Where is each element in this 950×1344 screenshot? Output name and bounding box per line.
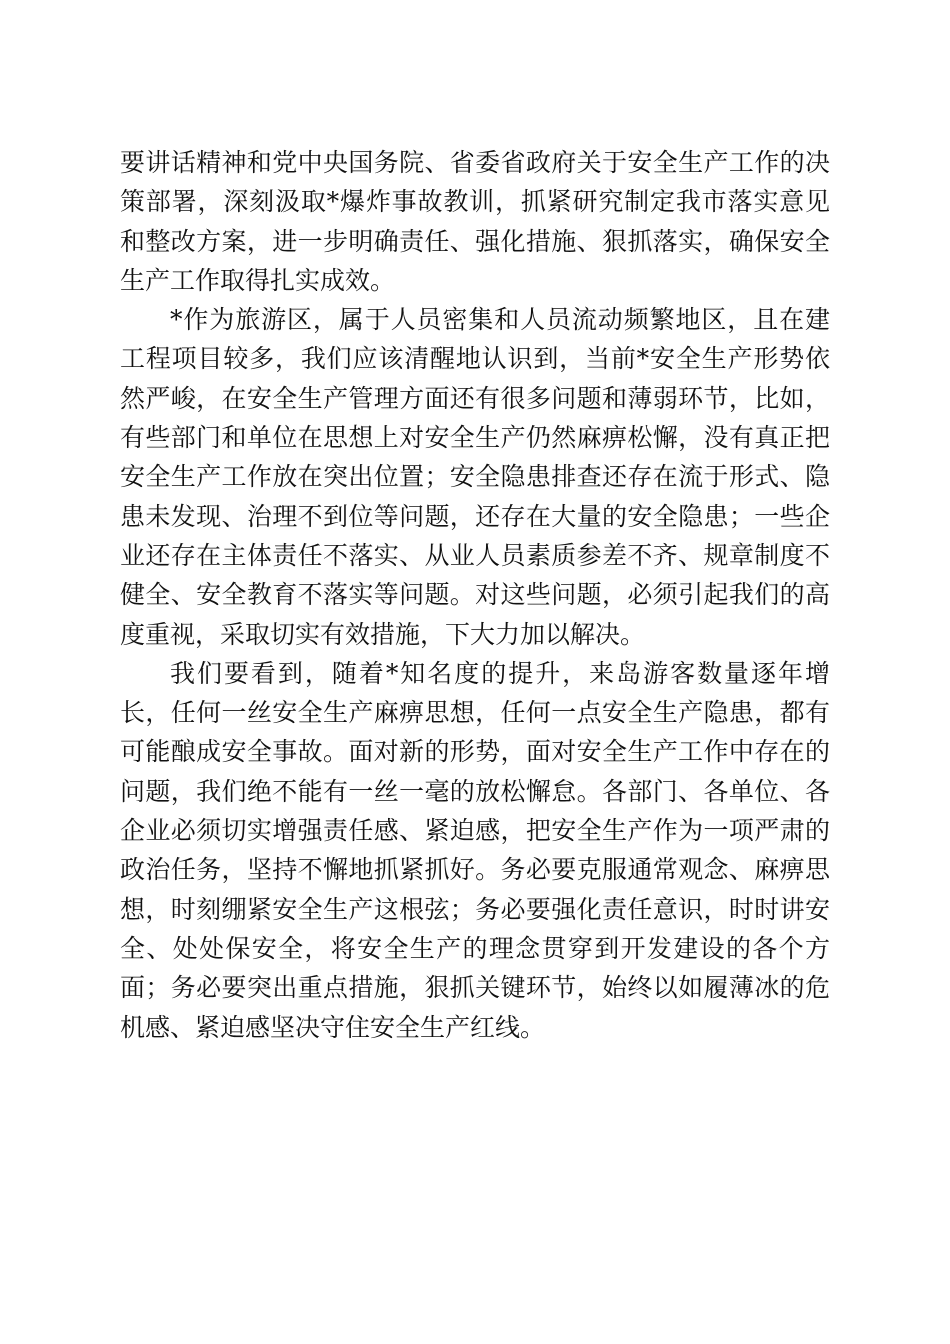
paragraph-tourism-safety: *作为旅游区，属于人员密集和人员流动频繁地区，且在建工程项目较多，我们应该清醒地认识到，当前*安全生产形势依然严峻，在安全生产管理方面还有很多问题和薄弱环节，比如，有些部门和单位在思想上对安全生产仍然麻痹松懈，没有真正把安全生产工作放在突出位置；安全隐患排查还存在流于形式、隐患未发现、治理不到位等问题，还存在大量的安全隐患；一些企业还存在主体责任不落实、从业人员素质参差不齐、规章制度不健全、安全教育不落实等问题。对这些问题，必须引起我们的高度重视，采取切实有效措施，下大力加以解决。 bbox=[120, 305, 830, 649]
document-body bbox=[120, 143, 830, 1047]
paragraph-continuation: 要讲话精神和党中央国务院、省委省政府关于安全生产工作的决策部署，深刻汲取*爆炸事故教训，抓紧研究制定我市落实意见和整改方案，进一步明确责任、强化措施、狠抓落实，确保安全生产工作取得扎实成效。 bbox=[120, 148, 830, 295]
paragraph-responsibility: 我们要看到，随着*知名度的提升，来岛游客数量逐年增长，任何一丝安全生产麻痹思想，任何一点安全生产隐患，都有可能酿成安全事故。面对新的形势，面对安全生产工作中存在的问题，我们绝不能有一丝一毫的放松懈怠。各部门、各单位、各企业必须切实增强责任感、紧迫感，把安全生产作为一项严肃的政治任务，坚持不懈地抓紧抓好。务必要克服通常观念、麻痹思想，时刻绷紧安全生产这根弦；务必要强化责任意识，时时讲安全、处处保安全，将安全生产的理念贯穿到开发建设的各个方面；务必要突出重点措施，狠抓关键环节，始终以如履薄冰的危机感、紧迫感坚决守住安全生产红线。 bbox=[120, 658, 830, 1042]
